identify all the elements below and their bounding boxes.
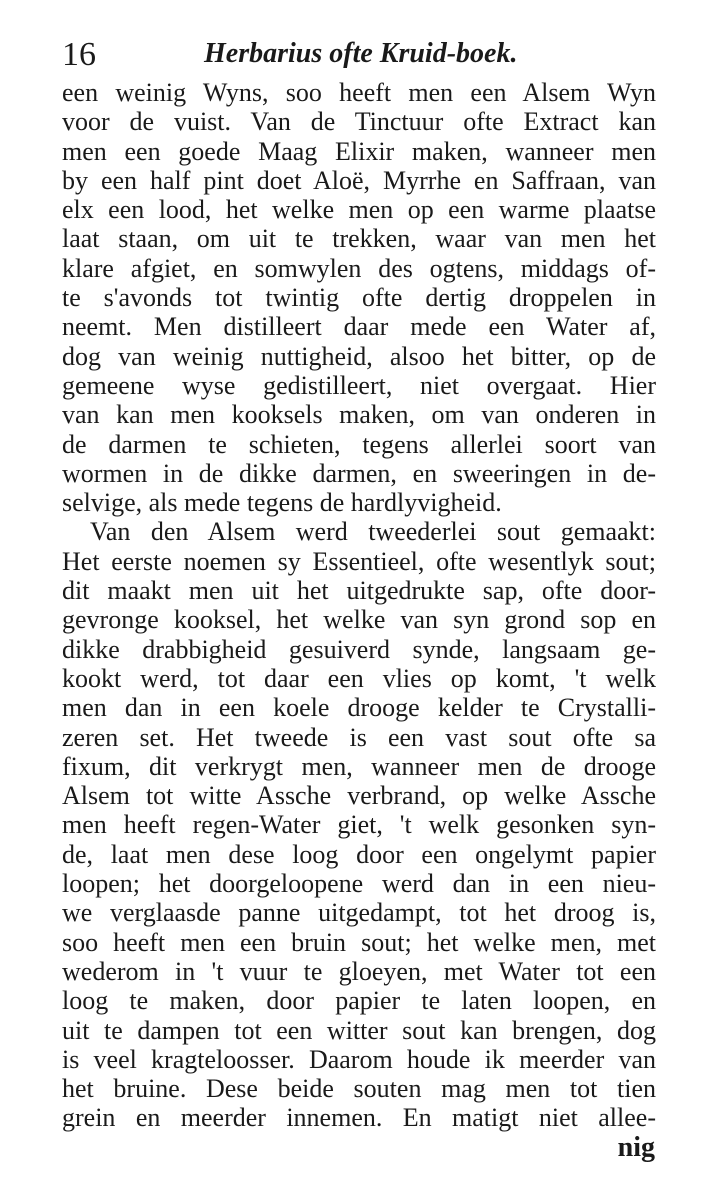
text-line: loopen; het doorgeloopene werd dan in een nieu-: [62, 869, 656, 899]
text-line: de, laat men dese loog door een ongelymt papier: [62, 839, 656, 869]
text-line: wormen in de dikke darmen, en sweeringen in de-: [62, 458, 656, 488]
text-line: soo heeft men een bruin sout; het welke men, met: [62, 927, 656, 957]
text-line: dikke drabbigheid gesuiverd synde, langsaam ge-: [62, 634, 656, 664]
text-line: de darmen te schieten, tegens allerlei soort van: [62, 429, 656, 459]
text-line: fixum, dit verkrygt men, wanneer men de drooge: [62, 751, 656, 781]
text-line: we verglaasde panne uitgedampt, tot het droog is,: [62, 898, 656, 928]
catchword: nig: [617, 1132, 655, 1163]
text-line: Van den Alsem werd tweederlei sout gemaakt:: [90, 517, 656, 547]
text-line: men een goede Maag Elixir maken, wanneer men: [62, 136, 656, 166]
text-line: voor de vuist. Van de Tinctuur ofte Extract kan: [62, 107, 656, 137]
text-line: by een half pint doet Aloë, Myrrhe en Saffraan, van: [62, 165, 656, 195]
running-title: Herbarius ofte Kruid-boek.: [204, 38, 518, 69]
text-line: van kan men kooksels maken, om van onderen in: [62, 400, 656, 430]
page-number: 16: [62, 36, 96, 73]
text-line: dog van weinig nuttigheid, alsoo het bitter, op de: [62, 341, 656, 371]
text-line: gemeene wyse gedistilleert, niet overgaat. Hier: [62, 370, 656, 400]
body-text: [62, 78, 656, 1133]
text-line: het bruine. Dese beide souten mag men tot tien: [62, 1074, 656, 1104]
text-line: laat staan, om uit te trekken, waar van men het: [62, 224, 656, 254]
text-line: kookt werd, tot daar een vlies op komt, 't welk: [62, 663, 656, 693]
text-line: Het eerste noemen sy Essentieel, ofte wesentlyk sout;: [62, 546, 656, 576]
text-line: selvige, als mede tegens de hardlyvigheid.: [62, 488, 502, 518]
text-line: te s'avonds tot twintig ofte dertig droppelen in: [62, 283, 656, 313]
text-line: grein en meerder innemen. En matigt niet allee-: [62, 1103, 656, 1133]
page-header: [62, 30, 642, 73]
text-line: zeren set. Het tweede is een vast sout ofte sa: [62, 722, 656, 752]
text-line: neemt. Men distilleert daar mede een Water af,: [62, 312, 656, 342]
text-line: men heeft regen-Water giet, 't welk gesonken syn-: [62, 810, 656, 840]
text-line: loog te maken, door papier te laten loopen, en: [62, 986, 656, 1016]
text-line: gevronge kooksel, het welke van syn grond sop en: [62, 605, 656, 635]
text-line: Alsem tot witte Assche verbrand, op welke Assche: [62, 781, 656, 811]
text-line: een weinig Wyns, soo heeft men een Alsem Wyn: [62, 78, 656, 107]
text-line: dit maakt men uit het uitgedrukte sap, ofte door-: [62, 576, 656, 606]
text-line: uit te dampen tot een witter sout kan brengen, dog: [62, 1015, 656, 1045]
text-line: men dan in een koele drooge kelder te Crystalli-: [62, 693, 656, 723]
text-line: klare afgiet, en somwylen des ogtens, middags of-: [62, 253, 656, 283]
text-line: elx een lood, het welke men op een warme plaatse: [62, 195, 656, 225]
text-line: is veel kragteloosser. Daarom houde ik meerder van: [62, 1044, 656, 1074]
text-line: wederom in 't vuur te gloeyen, met Water tot een: [62, 956, 656, 986]
